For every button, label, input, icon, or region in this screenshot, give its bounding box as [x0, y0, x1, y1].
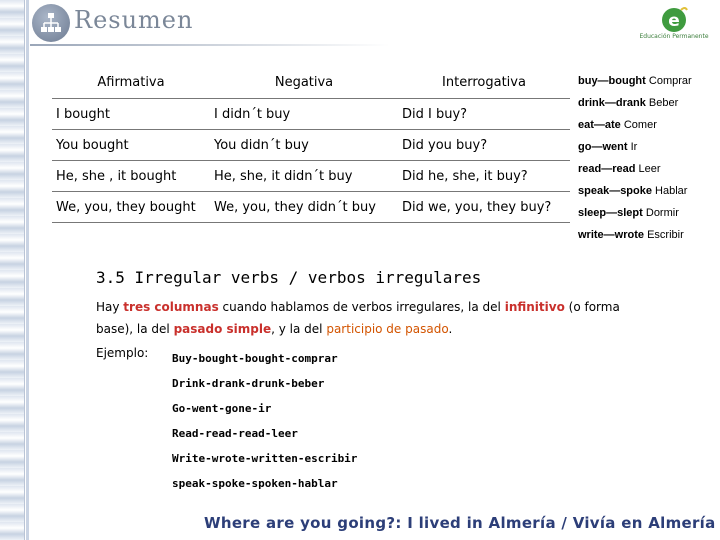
list-item: [578, 92, 718, 114]
brand-logo: [634, 6, 714, 42]
list-item: [578, 114, 718, 136]
section-title: 3.5 Irregular verbs / verbos irregulares: [96, 268, 482, 287]
example-item: Drink-drank-drunk-beber: [172, 377, 325, 390]
para-text: Hay: [96, 300, 124, 314]
para-text: cuando hablamos de verbos irregulares, la del: [218, 300, 505, 314]
list-item: [578, 136, 718, 158]
table-cell: Did I buy?: [398, 99, 570, 130]
table-cell: Did we, you, they buy?: [398, 192, 570, 223]
page-title: Resumen: [74, 6, 194, 34]
binding-strip: [0, 0, 25, 540]
table-cell: Did you buy?: [398, 130, 570, 161]
list-item: [578, 70, 718, 92]
example-item: Go-went-gone-ir: [172, 402, 272, 415]
verb-meaning: Escribir: [647, 229, 684, 241]
list-item: [578, 158, 718, 180]
table-cell: You didn´t buy: [210, 130, 398, 161]
table-cell: I didn´t buy: [210, 99, 398, 130]
verb-meaning: Beber: [648, 97, 679, 109]
table-row: [52, 161, 570, 192]
verb-forms: eat—ate: [578, 119, 621, 131]
para-text: (o forma base), la del: [96, 300, 620, 336]
verb-forms: drink—drank: [578, 97, 646, 109]
example-item: Write-wrote-written-escribir: [172, 452, 358, 465]
highlight-three-columns: tres columnas: [123, 300, 219, 314]
verb-forms: write—wrote: [578, 229, 645, 241]
list-item: [578, 180, 718, 202]
verb-forms: read—read: [578, 163, 636, 175]
verb-meaning: Ir: [630, 141, 638, 153]
table-cell: He, she, it didn´t buy: [210, 161, 398, 192]
svg-text:e: e: [668, 11, 680, 31]
table-cell: We, you, they bought: [52, 192, 210, 223]
verb-meaning: Comer: [623, 119, 657, 131]
explanation-paragraph: [96, 296, 656, 340]
example-item: Buy-bought-bought-comprar: [172, 352, 338, 365]
table-row: [52, 192, 570, 223]
example-list: [172, 346, 357, 496]
table-header-row: [52, 66, 570, 99]
binding-rule: [26, 0, 29, 540]
verb-forms: go—went: [578, 141, 628, 153]
footer-caption: Where are you going?: I lived in Almería / Vivía en Almería: [204, 514, 716, 532]
header-affirmative: Afirmativa: [52, 66, 210, 99]
header-interrogative: Interrogativa: [398, 66, 570, 99]
example-item: Read-read-read-leer: [172, 427, 298, 440]
verb-forms: buy—bought: [578, 75, 646, 87]
list-item: [578, 202, 718, 224]
verb-list: [578, 70, 718, 246]
para-text: , y la del: [271, 322, 327, 336]
verb-meaning: Dormir: [645, 207, 679, 219]
verb-forms: speak—spoke: [578, 185, 652, 197]
example-item: speak-spoke-spoken-hablar: [172, 477, 338, 490]
table-cell: Did he, she, it buy?: [398, 161, 570, 192]
highlight-past-participle: participio de pasado: [326, 322, 449, 336]
table-cell: I bought: [52, 99, 210, 130]
table-cell: You bought: [52, 130, 210, 161]
brand-e-icon: [659, 6, 689, 34]
verb-meaning: Leer: [638, 163, 661, 175]
table-cell: He, she , it bought: [52, 161, 210, 192]
header-negative: Negativa: [210, 66, 398, 99]
verb-meaning: Hablar: [655, 185, 688, 197]
table-row: [52, 130, 570, 161]
verb-meaning: Comprar: [648, 75, 692, 87]
example-label: Ejemplo:: [96, 346, 149, 360]
highlight-infinitive: infinitivo: [504, 300, 565, 314]
network-icon: [32, 4, 70, 42]
verb-forms: sleep—slept: [578, 207, 643, 219]
table-cell: We, you, they didn´t buy: [210, 192, 398, 223]
table-row: [52, 99, 570, 130]
list-item: [578, 224, 718, 246]
header-divider: [30, 44, 390, 46]
highlight-simple-past: pasado simple: [173, 322, 272, 336]
conjugation-table: [52, 66, 570, 223]
brand-name: Educación Permanente: [639, 33, 709, 40]
para-text: .: [448, 322, 453, 336]
